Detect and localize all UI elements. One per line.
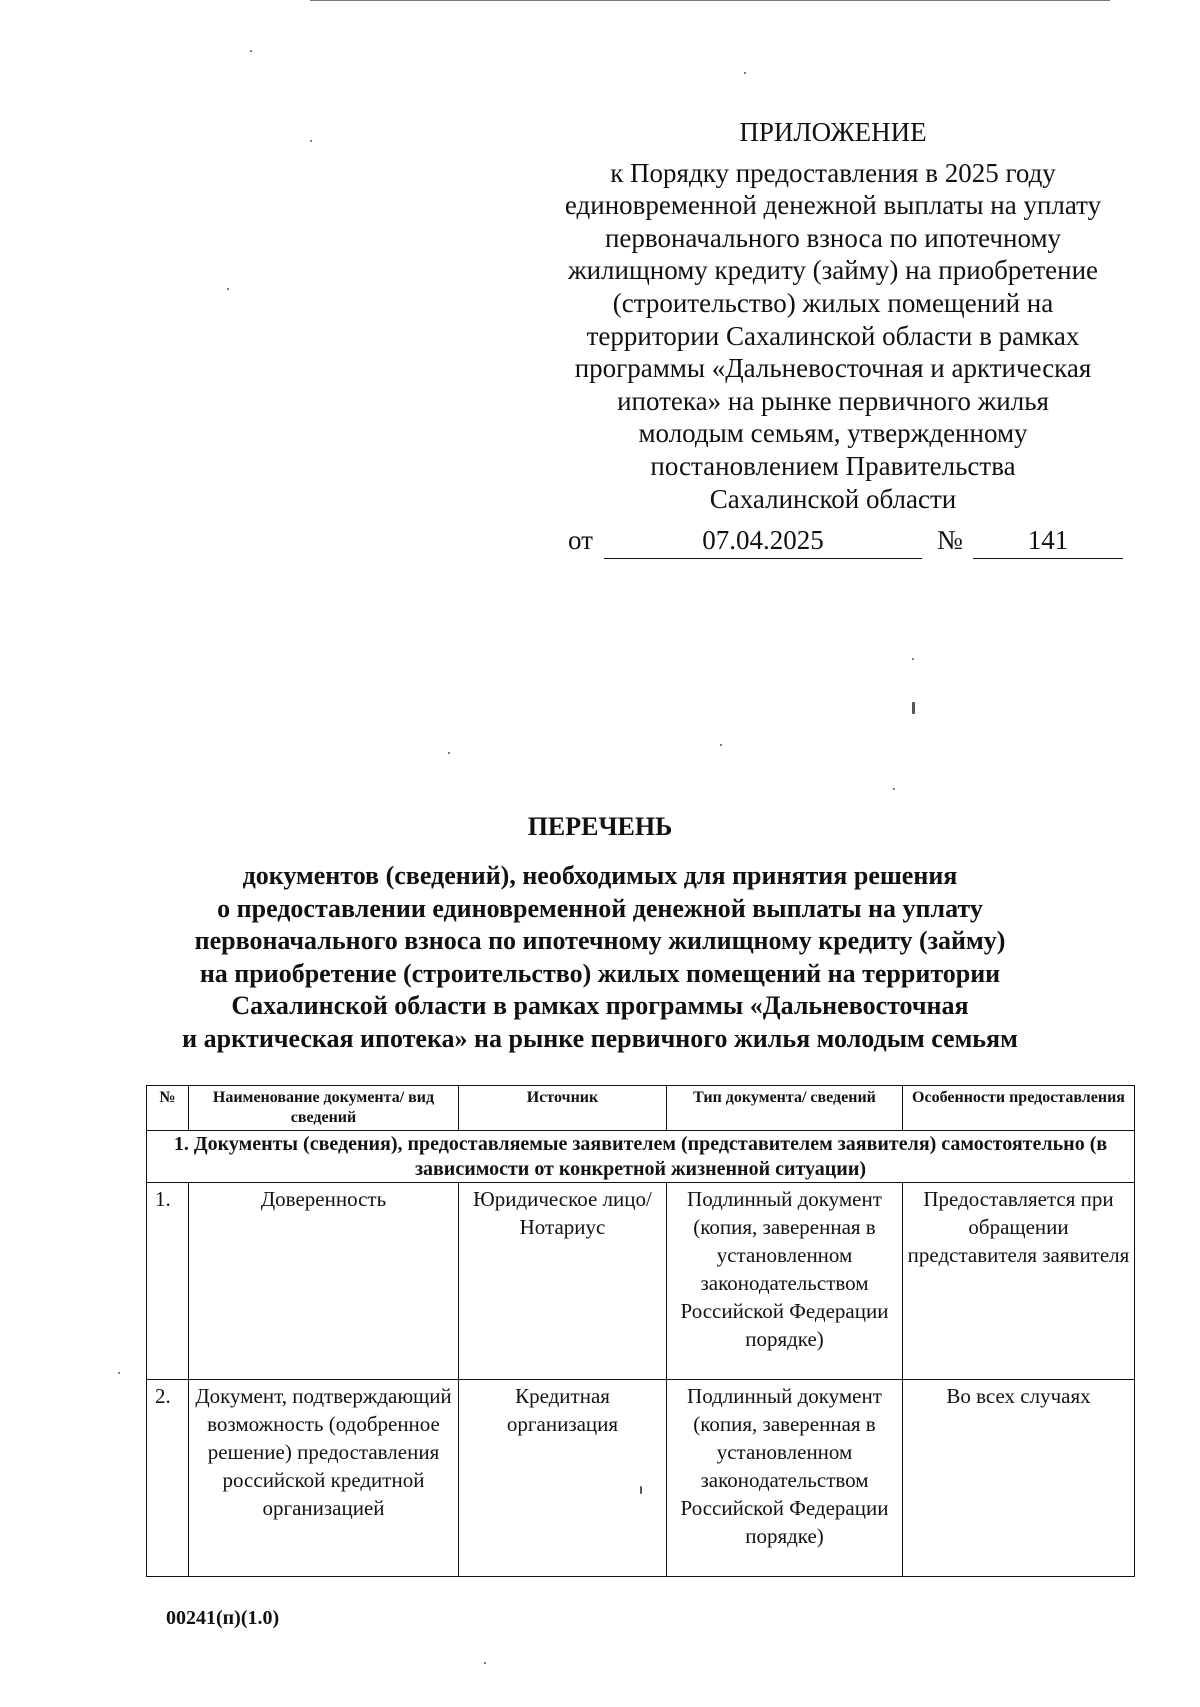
- appendix-line: первоначального взноса по ипотечному: [604, 222, 1062, 253]
- scan-speck: [720, 744, 722, 746]
- table-row: [147, 1183, 1135, 1380]
- resolution-details: [568, 525, 1128, 561]
- cell-document-name: Доверенность: [189, 1183, 459, 1380]
- list-title: ПЕРЕЧЕНЬ: [527, 812, 673, 841]
- scan-speck: [640, 1486, 642, 1494]
- cell-number: 1.: [147, 1183, 189, 1380]
- appendix-line: территории Сахалинской области в рамках: [586, 320, 1080, 351]
- list-subtitle: [100, 860, 1100, 1056]
- appendix-line: постановлением Правительства: [650, 450, 1016, 481]
- scan-speck: [250, 50, 252, 52]
- scan-speck: [893, 788, 895, 790]
- cell-document-type: Подлинный документ (копия, заверенная в установленном законодательством Российской Федерации порядке): [667, 1380, 903, 1577]
- header-document-name: Наименование документа/ вид сведений: [189, 1086, 459, 1131]
- appendix-line: жилищному кредиту (займу) на приобретение: [567, 255, 1099, 286]
- scan-speck: [744, 72, 746, 74]
- header-document-type: Тип документа/ сведений: [667, 1086, 903, 1131]
- subtitle-line: документов (сведений), необходимых для принятия решения: [242, 861, 958, 890]
- subtitle-line: и арктическая ипотека» на рынке первичного жилья молодым семьям: [182, 1023, 1018, 1053]
- cell-features: Во всех случаях: [903, 1380, 1135, 1577]
- subtitle-line: на приобретение (строительство) жилых помещений на территории: [199, 958, 1001, 988]
- cell-features: Предоставляется при обращении представителя заявителя: [903, 1183, 1135, 1380]
- scan-speck: [227, 288, 229, 290]
- scan-speck: [912, 658, 914, 660]
- appendix-line: программы «Дальневосточная и арктическая: [574, 353, 1092, 384]
- scan-speck: [484, 1662, 486, 1664]
- subtitle-line: первоначального взноса по ипотечному жилищному кредиту (займу): [194, 926, 1006, 956]
- appendix-line: Сахалинской области: [709, 483, 957, 514]
- subtitle-line: Сахалинской области в рамках программы «Дальневосточная: [231, 991, 969, 1021]
- section-row: [147, 1131, 1135, 1183]
- header-source: Источник: [459, 1086, 667, 1131]
- cell-source: Юридическое лицо/ Нотариус: [459, 1183, 667, 1380]
- appendix-line: ипотека» на рынке первичного жилья: [617, 385, 1049, 416]
- appendix-line: единовременной денежной выплаты на уплату: [564, 190, 1102, 221]
- appendix-title: ПРИЛОЖЕНИЕ: [739, 117, 927, 147]
- documents-table: [146, 1085, 1135, 1577]
- header-number: №: [147, 1086, 189, 1131]
- table-row: [147, 1380, 1135, 1577]
- scan-speck: [912, 702, 915, 714]
- section-title: 1. Документы (сведения), предоставляемые заявителем (представителем заявителя) самостоятельно (в зависимости от конкретной жизненной ситуации): [147, 1131, 1135, 1183]
- scan-edge-line: [310, 0, 1110, 1]
- table-header-row: [147, 1086, 1135, 1131]
- appendix-line: к Порядку предоставления в 2025 году: [610, 157, 1056, 188]
- appendix-line: (строительство) жилых помещений на: [612, 287, 1054, 318]
- cell-source: Кредитная организация: [459, 1380, 667, 1577]
- resolution-number: 141: [973, 525, 1123, 559]
- cell-number: 2.: [147, 1380, 189, 1577]
- number-sign: №: [937, 525, 963, 555]
- document-code: 00241(п)(1.0): [166, 1607, 280, 1629]
- scan-speck: [448, 752, 450, 754]
- scan-speck: [310, 140, 312, 142]
- scan-speck: [118, 1372, 120, 1374]
- appendix-line: молодым семьям, утвержденному: [638, 418, 1028, 449]
- from-label: от: [568, 525, 593, 555]
- cell-document-name: Документ, подтверждающий возможность (одобренное решение) предоставления российской кредитной организацией: [189, 1380, 459, 1577]
- cell-document-type: Подлинный документ (копия, заверенная в установленном законодательством Российской Федерации порядке): [667, 1183, 903, 1380]
- header-features: Особенности предоставления: [903, 1086, 1135, 1131]
- appendix-block: [548, 116, 1118, 515]
- resolution-date: 07.04.2025: [604, 525, 922, 559]
- subtitle-line: о предоставлении единовременной денежной выплаты на уплату: [217, 893, 983, 923]
